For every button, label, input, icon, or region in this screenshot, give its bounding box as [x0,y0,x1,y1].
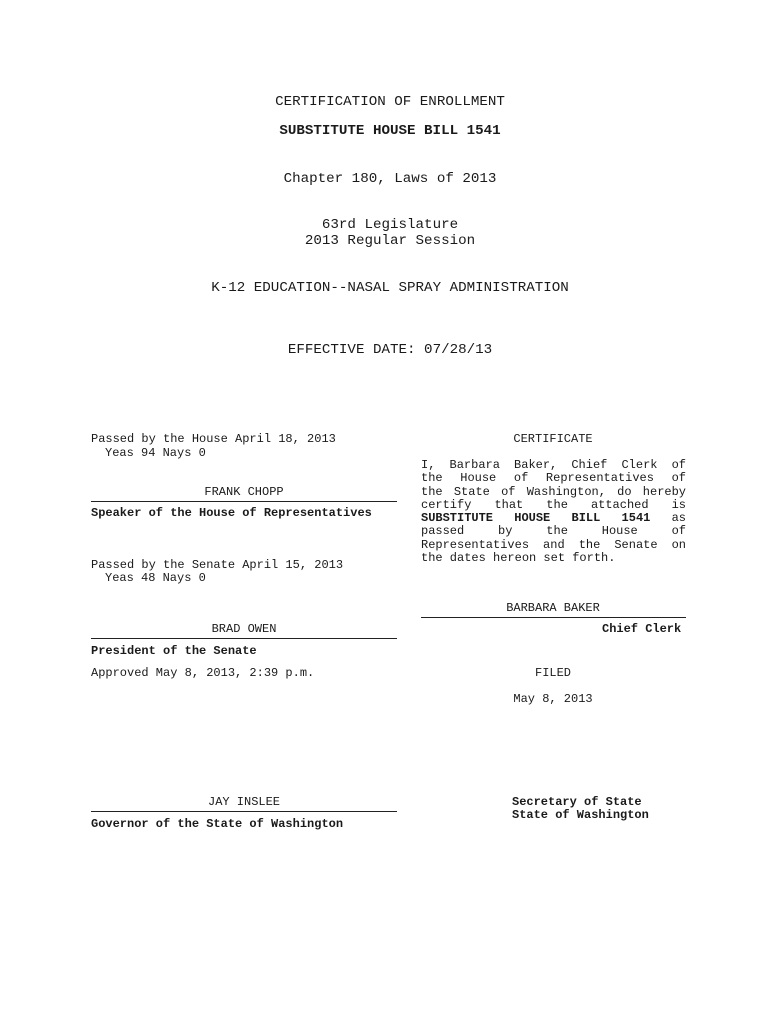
clerk-signature-line [421,617,686,618]
bill-name: SUBSTITUTE HOUSE BILL 1541 [279,123,501,139]
certificate-line: the House of Representatives of [421,471,686,486]
senate-signature-line [91,638,397,639]
senate-signer: BRAD OWEN [211,622,277,636]
certificate-line: the dates hereon set forth. [421,551,616,566]
effective-date: EFFECTIVE DATE: 07/28/13 [287,342,493,358]
state-of-washington: State of Washington [512,808,649,822]
clerk-signer-title: Chief Clerk [602,622,682,636]
chapter-citation: Chapter 180, Laws of 2013 [283,171,497,187]
governor-signature-line [91,811,397,812]
governor-signer: JAY INSLEE [207,795,281,809]
house-signer: FRANK CHOPP [204,485,284,499]
certificate-bill-name: SUBSTITUTE HOUSE BILL 1541 [421,511,651,526]
house-signer-title: Speaker of the House of Representatives [91,506,372,520]
legislature: 63rd Legislature [321,217,459,233]
certificate-line: passed by the House of [421,524,686,539]
governor-approved: Approved May 8, 2013, 2:39 p.m. [91,666,315,680]
house-passed: Passed by the House April 18, 2013 [91,432,336,446]
senate-signer-title: President of the Senate [91,644,257,658]
house-votes: Yeas 94 Nays 0 [105,446,206,460]
certificate-line: Representatives and the Senate on [421,537,686,552]
filed-date: May 8, 2013 [513,692,593,706]
filed-label: FILED [534,666,572,680]
senate-votes: Yeas 48 Nays 0 [105,571,206,585]
session: 2013 Regular Session [304,233,476,249]
bill-subject: K-12 EDUCATION--NASAL SPRAY ADMINISTRATION [211,280,569,296]
certificate-text [421,459,686,565]
house-signature-line [91,501,397,502]
certificate-bill-after: as [671,511,687,526]
certificate-heading: CERTIFICATE [513,432,593,446]
governor-signer-title: Governor of the State of Washington [91,817,344,831]
secretary-of-state: Secretary of State [512,795,642,809]
certificate-line: the State of Washington, do hereby [421,484,686,499]
clerk-signer: BARBARA BAKER [506,601,600,615]
senate-passed: Passed by the Senate April 15, 2013 [91,558,344,572]
certificate-bill-line [421,512,686,525]
certification-title: CERTIFICATION OF ENROLLMENT [275,94,505,110]
certificate-line: certify that the attached is [421,497,686,512]
certificate-line: I, Barbara Baker, Chief Clerk of [421,458,686,472]
